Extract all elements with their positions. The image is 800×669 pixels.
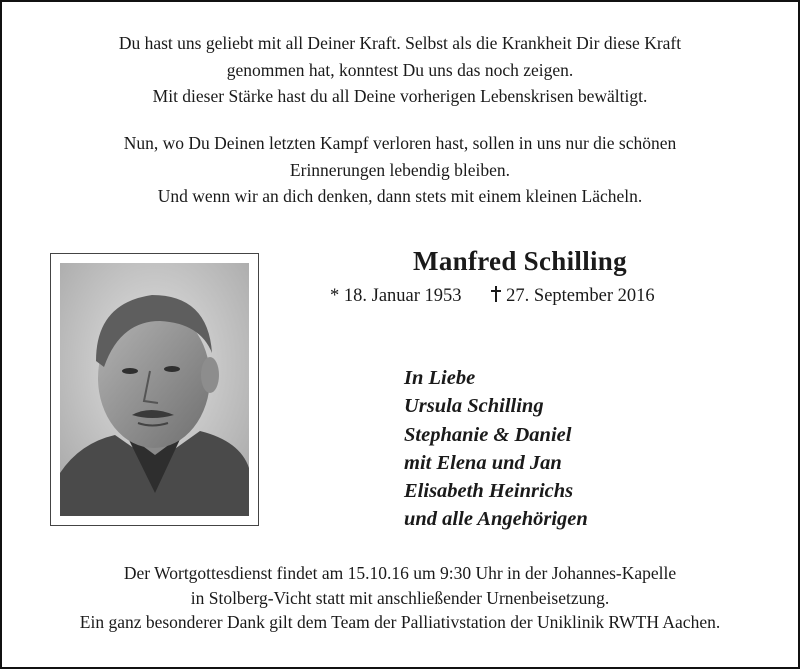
poem-line: Mit dieser Stärke hast du all Deine vorherigen Lebenskrisen bewältigt. (152, 86, 648, 106)
poem-line: Nun, wo Du Deinen letzten Kampf verloren hast, sollen in uns nur die schönen (123, 133, 677, 153)
mourners-list (404, 364, 784, 534)
notice-line: Ein ganz besonderer Dank gilt dem Team der Palliativstation der Uniklinik RWTH Aachen. (79, 612, 721, 632)
poem-stanza-2 (20, 130, 780, 210)
mourner-line: und alle Angehörigen (404, 508, 588, 531)
notice-line: Der Wortgottesdienst findet am 15.10.16 um 9:30 Uhr in der Johannes-Kapelle (123, 563, 677, 583)
poem-line: Du hast uns geliebt mit all Deiner Kraft. Selbst als die Krankheit Dir diese Kraft (118, 33, 682, 53)
portrait-illustration (60, 263, 249, 516)
cross-icon (490, 286, 502, 302)
death-date: 27. September 2016 (506, 286, 655, 306)
death-date-group (490, 286, 655, 306)
poem-line: Erinnerungen lebendig bleiben. (289, 159, 511, 180)
birth-date: * 18. Januar 1953 (330, 286, 462, 306)
poem-stanza-1 (20, 30, 780, 110)
mourner-line: Ursula Schilling (404, 395, 544, 418)
notice-line: in Stolberg-Vicht statt mit anschließender Urnenbeisetzung. (190, 587, 610, 608)
life-dates (330, 286, 730, 307)
mourner-line: mit Elena und Jan (404, 451, 562, 474)
portrait-frame (50, 253, 259, 526)
mourner-line: Elisabeth Heinrichs (404, 480, 574, 503)
mourner-line: Stephanie & Daniel (404, 423, 572, 446)
deceased-name: Manfred Schilling (413, 246, 627, 276)
service-notice (10, 561, 790, 635)
portrait-photo (60, 263, 249, 516)
poem-line: genommen hat, konntest Du uns das noch zeigen. (226, 59, 574, 80)
mourner-line: In Liebe (404, 367, 476, 389)
poem-line: Und wenn wir an dich denken, dann stets mit einem kleinen Lächeln. (157, 186, 643, 206)
